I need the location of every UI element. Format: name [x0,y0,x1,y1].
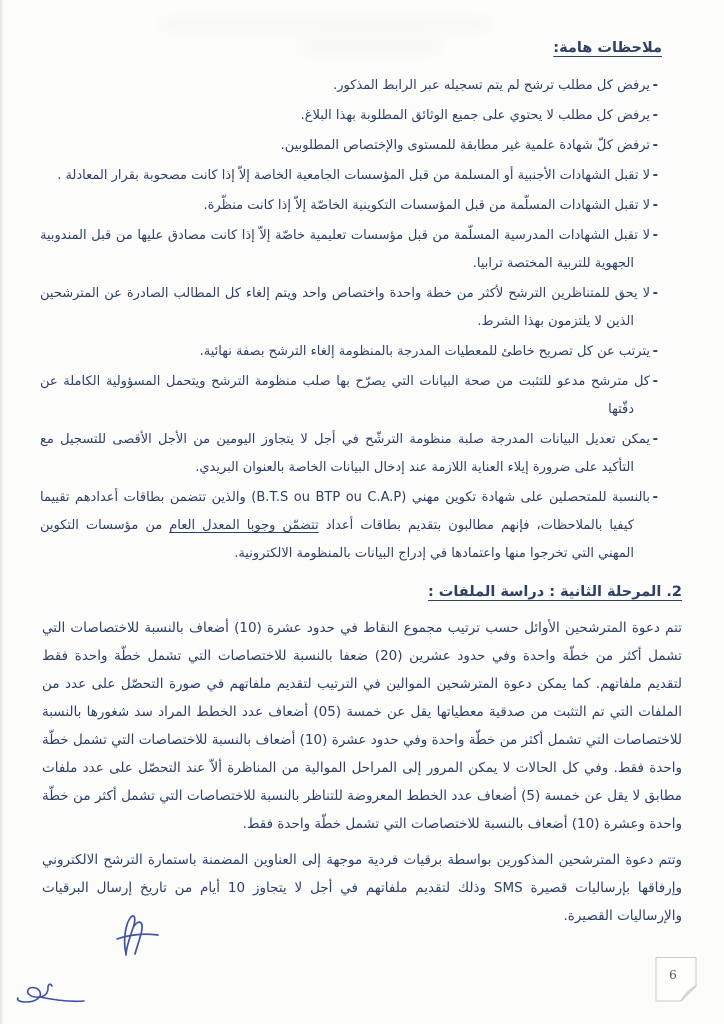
note-text: يمكن تعديل البيانات المدرجة صلبة منظومة الترشّح في أجل لا يتجاوز اليومين من الأجل الأقصى للتسجيل مع التأكيد على ضرورة إيلاء العناية اللازمة عند إدخال البيانات الخاصة بالعنوان البريدي. [40,432,650,475]
page-number-badge [654,956,698,1002]
scan-artifact [160,20,490,29]
notes-list [40,72,664,568]
note-text: لا يحق للمتناظرين الترشح لأكثر من خطة واحدة واختصاص واحد ويتم إلغاء كل المطالب الصادرة عن المترشحين الذين لا يلتزمون بهذا الشرط. [40,286,650,329]
section2-heading: 2. المرحلة الثانية : دراسة الملفات : [427,584,682,600]
paragraph: تتم دعوة المترشحين الأوائل حسب ترتيب مجموع النقاط في حدود عشرة (10) أضعاف بالنسبة للاختصاصات التي تشمل أكثر من خطّة واحدة وفي حدود عشرين (20) ضعفا بالنسبة للاختصاصات التي تشمل خطّة واحدة فقط لتقديم ملفاتهم. كما يمكن دعوة المترشحين الموالين في الترتيب لتقديم ملفاتهم في صورة التحصّل على عدد من الملفات التي تم التثبت من صدقية معطياتها يقل عن خمسة (05) أضعاف عدد الخطط المراد سد شغورها بالنسبة للاختصاصات التي تشمل أكثر من خطّة واحدة وفي حدود عشرة (10) أضعاف بالنسبة للاختصاصات التي تشمل خطّة واحدة فقط. وفي كل الحالات لا يمكن المرور إلى المراحل الموالية من المناظرة ألاّ عند التحصّل على عدد ملفات مطابق لا يقل عن خمسة (5) أضعاف عدد الخطط المعروضة للتناظر بالنسبة للاختصاصات التي تشمل أكثر من خطّة واحدة وعشرة (10) أضعاف بالنسبة للاختصاصات التي تشمل خطّة واحدة فقط. [42,620,683,832]
note-text: لا تقبل الشهادات المدرسية المسلّمة من قبل مؤسسات تعليمية خاصّة إلاّ إذا كانت مصادق عليها من قبل المندوبية الجهوية للتربية المختصة ترابيا. [40,228,650,271]
note-item [40,162,664,190]
note-text: يرفض كل مطلب ترشح لم يتم تسجيله عبر الرابط المذكور. [333,78,650,93]
note-text: يرفض كل مطلب لا يحتوي على جميع الوثائق المطلوبة بهذا البلاغ. [300,108,650,123]
paragraph: وتتم دعوة المترشحين المذكورين بواسطة برقيات فردية موجهة إلى العناوين المضمنة باستمارة الترشح الالكتروني وإرفاقها بإرساليات قصيرة SMS وذلك لتقديم ملفاتهم في أجل لا يتجاوز 10 أيام من تاريخ إرسال البرقيات والإرساليات القصيرة. [42,852,682,924]
note-text: لا تقبل الشهادات الأجنبية أو المسلمة من قبل المؤسسات الجامعية الخاصة إلاّ إذا كانت مصحوبة بقرار المعادلة . [57,168,650,183]
notes-heading: ملاحظات هامة: [553,40,662,56]
note-text: لا تقبل الشهادات المسلّمة من قبل المؤسسات التكوينية الخاصّة إلاّ إذا كانت منظّرة. [203,198,650,213]
document-content [0,40,724,938]
note-text: بالنسبة للمتحصلين على شهادة تكوين مهني (B.T.S ou BTP ou C.A.P) والذين تتضمن بطاقات أعدادهم تقييما كيفيا بالملاحظات، فإنهم مطالبون بتقديم بطاقات أعداد [40,490,651,533]
note-text: كل مترشح مدعو للتثبت من صحة البيانات التي يصرّح بها صلب منظومة الترشح ويتحمل المسؤولية الكاملة عن دقّتها [40,374,650,417]
note-item [40,192,664,220]
note-item [40,484,664,568]
note-text-underlined: تتضمّن وجوبا المعدل العام [169,518,319,533]
note-text: يترتب عن كل تصريح خاطئ للمعطيات المدرجة بالمنظومة إلغاء الترشح بصفة نهائية. [199,344,650,359]
note-text: من مؤسسات التكوين المهني التي تخرجوا منها واعتمادها في إدراج البيانات بالمنظومة الالكترونية. [40,518,634,561]
page-number: 6 [669,968,677,982]
note-item [40,222,664,278]
handwritten-ink-mark-icon [6,980,88,1020]
note-item [40,338,664,366]
note-text: ترفض كلّ شهادة علمية غير مطابقة للمستوى والإختصاص المطلوبين. [280,138,650,153]
note-item [40,132,664,160]
note-item [40,72,664,100]
note-item [40,102,664,130]
handwritten-signature-icon [108,908,164,968]
note-item [40,280,664,336]
note-item [40,368,664,424]
note-item [40,426,664,482]
